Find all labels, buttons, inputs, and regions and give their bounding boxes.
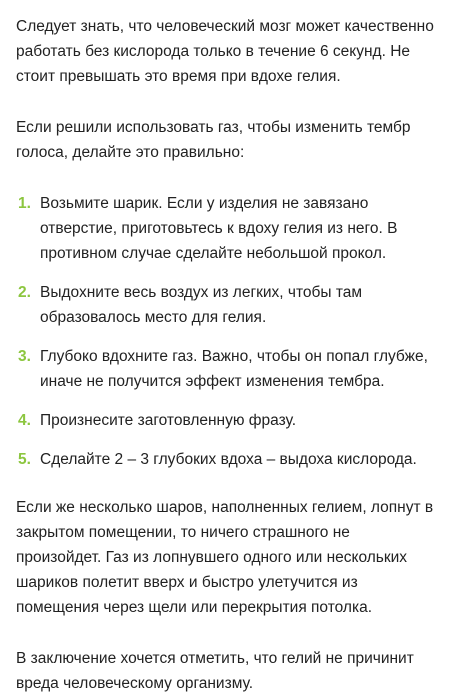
list-item-text: Выдохните весь воздух из легких, чтобы там образовалось место для гелия. [40, 284, 363, 326]
list-item [16, 344, 434, 394]
list-item-text: Глубоко вдохните газ. Важно, чтобы он попал глубже, иначе не получится эффект изменения тембра. [40, 348, 428, 390]
list-item [16, 191, 434, 266]
paragraph-balloons-burst: Если же несколько шаров, наполненных гелием, лопнут в закрытом помещении, то ничего страшного не произойдет. Газ из лопнувшего одного или нескольких шариков полетит вверх и быстро улетучится из помещения через щели или перекрытия потолка. [16, 499, 434, 616]
list-item [16, 408, 434, 433]
list-item-number: 1. [18, 195, 31, 212]
list-item-text: Возьмите шарик. Если у изделия не завязано отверстие, приготовьтесь к вдоху гелия из него. В противном случае сделайте небольшой прокол. [40, 195, 398, 262]
steps-list [16, 191, 434, 472]
list-item-number: 4. [18, 412, 31, 429]
paragraph-oxygen-warning: Следует знать, что человеческий мозг может качественно работать без кислорода только в течение 6 секунд. Не стоит превышать это время при вдохе гелия. [16, 18, 434, 85]
paragraph-instructions-intro: Если решили использовать газ, чтобы изменить тембр голоса, делайте это правильно: [16, 119, 411, 161]
list-item [16, 280, 434, 330]
list-item-number: 3. [18, 348, 31, 365]
list-item-text: Сделайте 2 – 3 глубоких вдоха – выдоха кислорода. [40, 451, 417, 468]
paragraph-conclusion: В заключение хочется отметить, что гелий не причинит вреда человеческому организму. [16, 650, 414, 692]
list-item-number: 2. [18, 284, 31, 301]
list-item-number: 5. [18, 451, 31, 468]
list-item-text: Произнесите заготовленную фразу. [40, 412, 297, 429]
list-item [16, 447, 434, 472]
